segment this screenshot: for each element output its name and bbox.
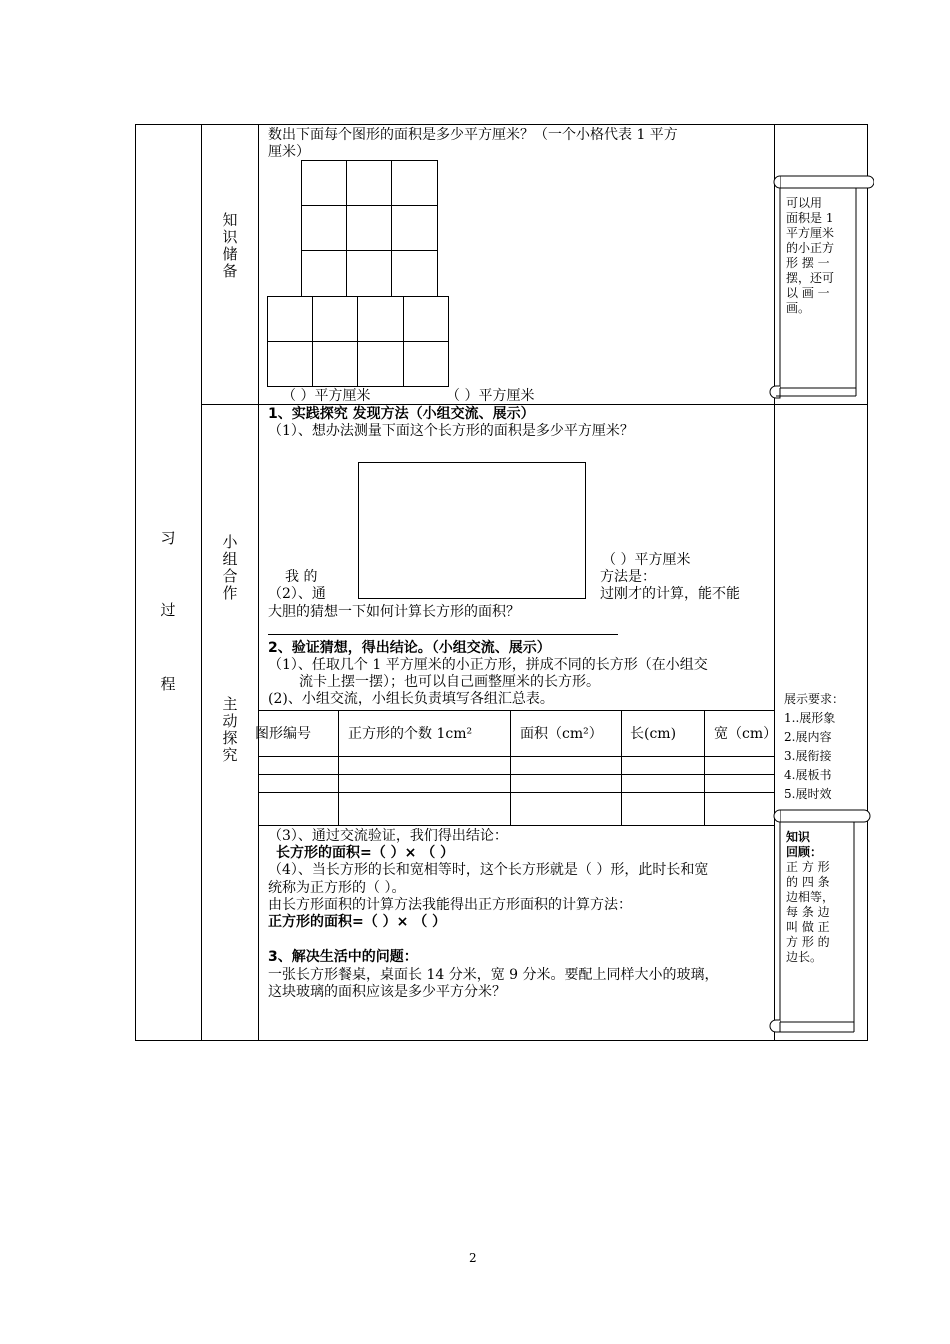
my-method-left: 我 的 <box>285 569 318 585</box>
sum-table-col1 <box>338 710 339 825</box>
sum-table-row3 <box>258 792 774 793</box>
left-label-1: 习 <box>160 529 176 547</box>
col-header-area: 面积（cm²） <box>520 726 603 742</box>
problem-line1: 一张长方形餐桌，桌面长 14 分米，宽 9 分米。要配上同样大小的玻璃， <box>268 967 719 983</box>
knowledge-question-line2: 厘米） <box>268 144 310 160</box>
square-statement-2: 统称为正方形的（ ）。 <box>268 880 406 896</box>
square-method: 由长方形面积的计算方法我能得出正方形面积的计算方法： <box>268 897 632 913</box>
measure-rectangle <box>358 462 586 599</box>
step2: (2)、小组交流，小组长负责填写各组汇总表。 <box>268 691 554 707</box>
grid-figure-3x3 <box>301 160 439 298</box>
left-label-3: 程 <box>160 675 176 693</box>
sum-table-top <box>258 710 774 711</box>
section-label-group: 小 组 合 作 <box>222 533 238 602</box>
col-header-square-count: 正方形的个数 1cm² <box>348 726 473 742</box>
section-label-explore: 主 动 探 究 <box>222 695 238 764</box>
q2-continue: 大胆的猜想一下如何计算长方形的面积？ <box>268 604 520 620</box>
sum-table-col3 <box>621 710 622 825</box>
heading-real-life: 3、解决生活中的问题： <box>268 949 418 965</box>
sum-table-row2 <box>258 774 774 775</box>
scroll-note-1: 可以用 面积是 1 平方厘米 的小正方 形 摆 一 摆，还可 以 画 一 画。 <box>786 196 835 315</box>
q2-right: 过刚才的计算，能不能 <box>600 586 740 602</box>
square-statement-1: （4）、当长方形的长和宽相等时，这个长方形就是（ ）形，此时长和宽 <box>268 862 709 878</box>
display-requirements: 展示要求： 1..展形象 2.展内容 3.展衔接 4.展板书 5.展时效 <box>784 692 845 801</box>
rect-area-formula: 长方形的面积=（ ）× （ ） <box>276 845 455 861</box>
sum-table-col4 <box>704 710 705 825</box>
col-divider-1 <box>201 124 202 1041</box>
col-divider-2 <box>258 124 259 1041</box>
answer-right: （ ）平方厘米 <box>446 388 535 404</box>
square-area-formula: 正方形的面积=（ ）× （ ） <box>268 914 447 930</box>
table-border-top <box>135 124 868 125</box>
page-number: 2 <box>469 1251 477 1265</box>
rect-answer: （ ）平方厘米 <box>602 552 691 568</box>
col-header-length: 长(cm) <box>630 726 677 742</box>
q2-left: （2）、通 <box>268 586 326 602</box>
section-label-knowledge: 知 识 储 备 <box>222 211 238 280</box>
question-measure: （1）、想办法测量下面这个长方形的面积是多少平方厘米？ <box>268 423 634 439</box>
table-border-left <box>135 124 136 1041</box>
heading-verify: 2、验证猜想，得出结论。（小组交流、展示） <box>268 640 551 656</box>
problem-line2: 这块玻璃的面积应该是多少平方分米？ <box>268 984 506 1000</box>
answer-left: （ ）平方厘米 <box>282 388 371 404</box>
conclusion-intro: （3）、通过交流验证，我们得出结论： <box>268 828 508 844</box>
left-label-2: 过 <box>160 601 176 619</box>
step1-line2: 流卡上摆一摆）；也可以自己画整厘米的长方形。 <box>299 674 600 690</box>
heading-practice: 1、实践探究 发现方法（小组交流、展示） <box>268 406 535 422</box>
col-header-figure-no: 图形编号 <box>255 726 311 742</box>
step1-line1: （1）、任取几个 1 平方厘米的小正方形，拼成不同的长方形（在小组交 <box>268 657 708 673</box>
scroll-note-2: 知识 回顾： 正 方 形 的 四 条 边相等， 每 条 边 叫 做 正 方 形 的 边长。 <box>786 830 835 964</box>
table-border-bottom <box>135 1040 868 1041</box>
col-header-width: 宽（cm） <box>714 726 778 742</box>
my-method-right: 方法是： <box>600 569 656 585</box>
sum-table-row1 <box>258 756 774 757</box>
answer-underline <box>268 634 618 635</box>
sum-table-bottom <box>258 825 774 826</box>
sum-table-col2 <box>510 710 511 825</box>
grid-figure-4x2 <box>267 296 450 388</box>
knowledge-question-line1: 数出下面每个图形的面积是多少平方厘米？（一个小格代表 1 平方 <box>268 127 678 143</box>
